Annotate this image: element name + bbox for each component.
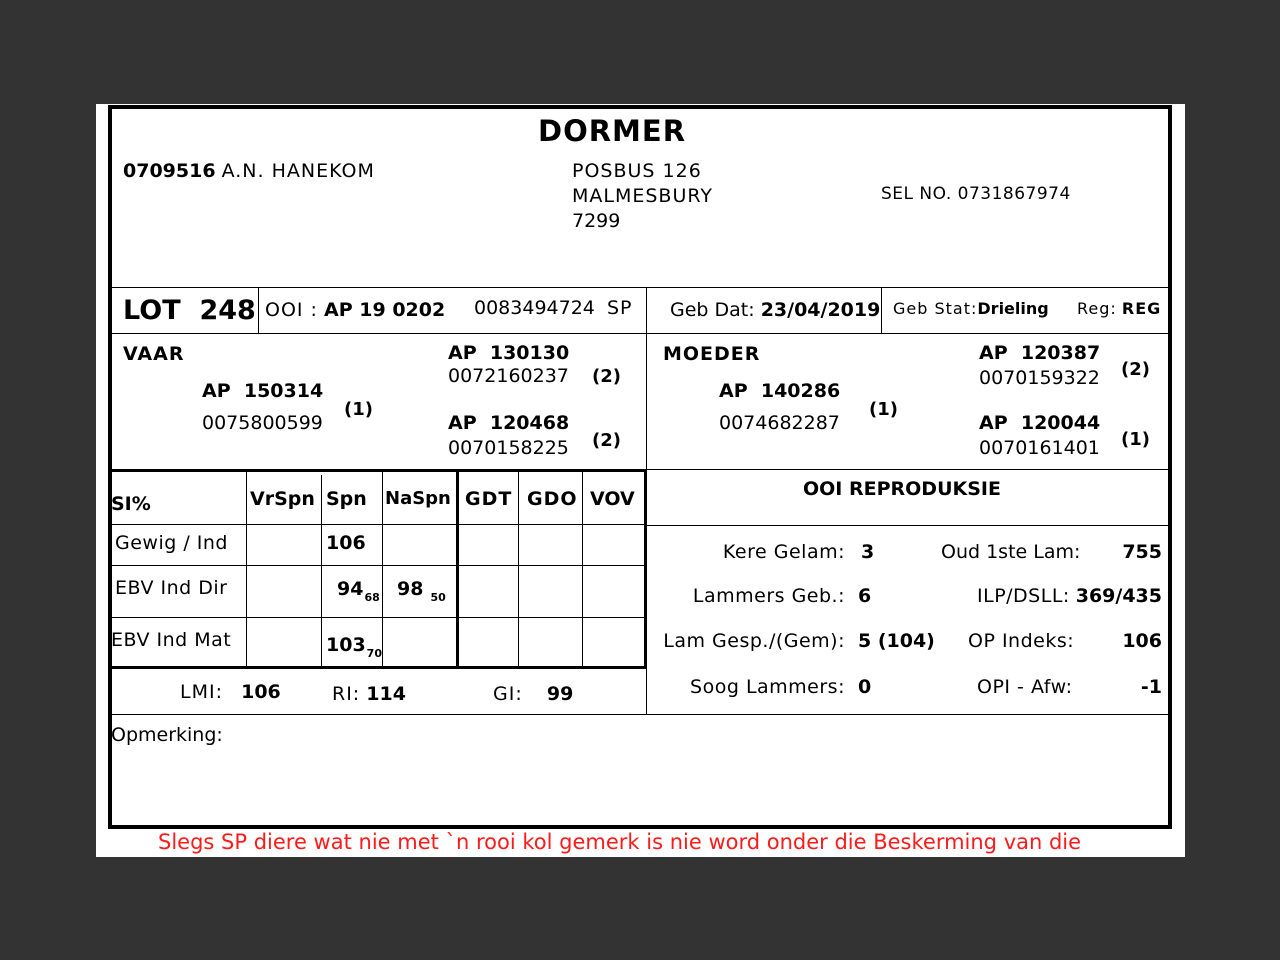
si-ebv-dir-spn-accuracy: 68 [364, 591, 380, 604]
moeder-dam-id: AP 140286 [719, 380, 841, 402]
si-row-ebv-mat-spn [326, 634, 382, 660]
gi-label: GI: [493, 683, 523, 705]
vaar-granddam-id: AP 120468 [448, 412, 570, 434]
lmi-value: 106 [241, 681, 281, 703]
si-ebv-dir-spn-value: 94 [337, 578, 364, 600]
si-table-top [110, 469, 647, 472]
breeder-name: A.N. HANEKOM [221, 160, 375, 182]
si-header-gdo: GDO [527, 488, 578, 510]
si-row-ebv-dir-naspn [397, 578, 446, 604]
repro-left-label-3: Soog Lammers: [690, 676, 845, 698]
registration-value: REG [1121, 299, 1162, 318]
ooi-reg-block [474, 297, 633, 319]
si-ebv-mat-spn-value: 103 [326, 634, 366, 656]
si-row-label-gewig: Gewig / Ind [115, 532, 228, 554]
si-row-3 [110, 617, 645, 618]
lot-value: 248 [199, 295, 256, 326]
repro-title: OOI REPRODUKSIE [803, 478, 1001, 500]
si-header-si: SI% [111, 493, 151, 515]
birth-status-value: Drieling [977, 299, 1049, 318]
si-header-vov: VOV [590, 488, 635, 510]
phone-number: SEL NO. 0731867974 [881, 184, 1071, 204]
ooi-label: OOI : [265, 299, 318, 321]
frame-left [108, 105, 112, 829]
si-row-gewig-spn: 106 [326, 532, 366, 554]
lmi-index [180, 681, 281, 703]
ri-index [332, 683, 406, 705]
si-table-bottom [110, 666, 647, 669]
birth-status-label: Geb Stat: [893, 299, 978, 318]
moeder-label: MOEDER [663, 343, 761, 365]
gi-value: 99 [546, 683, 574, 705]
moeder-granddam-flag: (1) [1121, 429, 1150, 450]
moeder-grandsire-id: AP 120387 [979, 342, 1101, 364]
repro-left-value-3: 0 [858, 676, 872, 698]
si-ebv-dir-naspn-accuracy: 50 [430, 591, 446, 604]
si-col-5 [518, 471, 519, 667]
si-row-label-ebv-dir: EBV Ind Dir [115, 577, 228, 599]
si-header-naspn: NaSpn [385, 488, 451, 509]
lot-card-page [96, 104, 1185, 857]
repro-left-value-2: 5 (104) [858, 630, 935, 652]
repro-right-value-3: -1 [1140, 676, 1162, 698]
moeder-grandsire-flag: (2) [1121, 359, 1150, 380]
birth-status [893, 299, 1049, 318]
si-header-vrspn: VrSpn [250, 488, 315, 510]
si-header-gdt: GDT [465, 488, 513, 510]
remarks-label: Opmerking: [111, 724, 223, 746]
divider-stat [881, 288, 882, 334]
si-col-4 [456, 471, 459, 667]
vaar-label: VAAR [123, 343, 185, 365]
vaar-grandsire-flag: (2) [592, 366, 621, 387]
repro-left-label-2: Lam Gesp./(Gem): [663, 630, 845, 652]
si-col-2 [321, 475, 322, 667]
divider-pedigree [646, 334, 647, 470]
registration [1077, 299, 1161, 318]
repro-left-value-1: 6 [858, 585, 872, 607]
moeder-grandsire-reg: 0070159322 [979, 367, 1100, 389]
moeder-dam-flag: (1) [869, 399, 898, 420]
ooi-class: SP [606, 297, 633, 319]
birth-date-value: 23/04/2019 [760, 299, 881, 321]
repro-right-label-0: Oud 1ste Lam: [941, 541, 1081, 563]
vaar-sire-reg: 0075800599 [202, 412, 323, 434]
frame-bottom [108, 825, 1172, 829]
address-line-1: POSBUS 126 [572, 160, 702, 182]
divider-repro [646, 470, 647, 715]
si-header-spn: Spn [326, 488, 367, 510]
repro-right-label-2: OP Indeks: [968, 630, 1075, 652]
vaar-sire-id: AP 150314 [202, 380, 324, 402]
si-row-2 [110, 565, 645, 566]
moeder-dam-reg: 0074682287 [719, 412, 840, 434]
repro-left-label-0: Kere Gelam: [722, 541, 845, 563]
si-col-6 [582, 471, 583, 667]
divider-lot [258, 288, 259, 334]
si-ebv-mat-spn-accuracy: 70 [366, 647, 382, 660]
frame-top [108, 105, 1172, 109]
divider-geb [646, 288, 647, 334]
birth-date [670, 299, 880, 321]
vaar-sire-flag: (1) [344, 399, 373, 420]
vaar-granddam-flag: (2) [592, 430, 621, 451]
vaar-grandsire-id: AP 130130 [448, 342, 570, 364]
repro-right-value-0: 755 [1122, 541, 1162, 563]
ri-label: RI: [332, 683, 361, 705]
repro-left-value-0: 3 [861, 541, 875, 563]
frame-right [1168, 105, 1172, 829]
si-row-label-ebv-mat: EBV Ind Mat [111, 629, 232, 651]
divider-remarks [110, 714, 1170, 715]
footer-notice: Slegs SP diere wat nie met `n rooi kol gemerk is nie word onder die Beskerming van die [158, 830, 1082, 854]
breed-title: DORMER [538, 114, 687, 148]
address-line-3: 7299 [572, 210, 621, 232]
lot-label: LOT [123, 295, 181, 326]
repro-left-label-1: Lammers Geb.: [692, 585, 845, 607]
si-row-ebv-dir-spn [337, 578, 380, 604]
moeder-granddam-id: AP 120044 [979, 412, 1101, 434]
birth-date-label: Geb Dat: [670, 299, 755, 321]
si-col-3 [382, 471, 383, 667]
divider-repro-title [647, 525, 1170, 526]
si-row-1 [110, 524, 645, 525]
si-ebv-dir-naspn-value: 98 [397, 578, 424, 600]
breeder-code: 0709516 [123, 160, 216, 182]
ri-value: 114 [366, 683, 406, 705]
breeder [123, 160, 375, 182]
repro-right-label-1: ILP/DSLL: [977, 585, 1070, 607]
ooi-reg-number: 0083494724 [474, 297, 595, 319]
ooi-id-block [265, 299, 445, 321]
vaar-granddam-reg: 0070158225 [448, 437, 569, 459]
lot-number [123, 295, 256, 326]
repro-right-label-3: OPI - Afw: [977, 676, 1073, 698]
gi-index [493, 683, 573, 705]
divider-header [110, 287, 1170, 288]
address-line-2: MALMESBURY [572, 185, 713, 207]
si-col-1 [246, 471, 247, 667]
ooi-id: AP 19 0202 [324, 299, 446, 321]
divider-right-top [647, 469, 1170, 470]
repro-right-value-1: 369/435 [1075, 585, 1162, 607]
moeder-granddam-reg: 0070161401 [979, 437, 1100, 459]
repro-right-value-2: 106 [1122, 630, 1162, 652]
registration-label: Reg: [1077, 299, 1117, 318]
vaar-grandsire-reg: 0072160237 [448, 365, 569, 387]
divider-lot-row [110, 333, 1170, 334]
lmi-label: LMI: [180, 681, 223, 703]
